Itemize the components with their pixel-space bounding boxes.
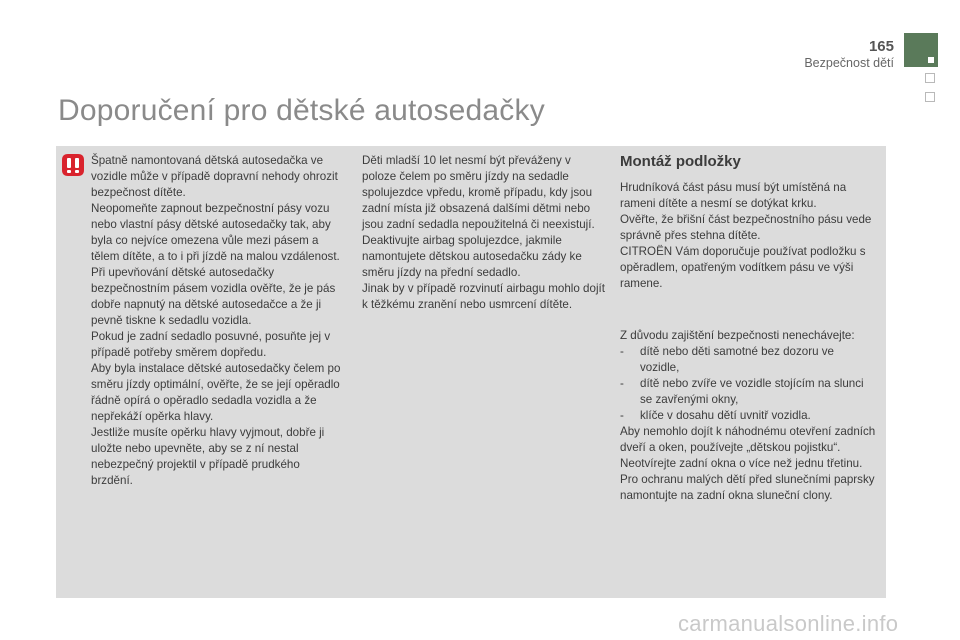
safety-list-item	[620, 344, 876, 376]
airbag-paragraph: Deaktivujte airbag spolujezdce, jakmile namontujete dětskou autosedačku zády ke směru jízdy na přední sedadlo.	[362, 234, 582, 279]
dash-bullet: -	[620, 345, 624, 358]
booster-paragraph: Aby nemohlo dojít k náhodnému otevření zadních dveří a oken, používejte „dětskou pojistku“.	[620, 425, 876, 454]
booster-paragraph: Pro ochranu malých dětí před slunečními paprsky namontujte na zadní okna sluneční clony.	[620, 473, 875, 502]
warning-paragraph: Pokud je zadní sedadlo posuvné, posuňte jej v případě potřeby směrem dopředu.	[91, 330, 331, 359]
warning-paragraph: Při upevňování dětské autosedačky bezpečnostním pásem vozidla ověřte, že je pás dobře napnutý na dětské autosedačce a že ji pevně tiskne k sedadlu vozidla.	[91, 266, 336, 327]
safety-intro: Z důvodu zajištění bezpečnosti nenechávejte:	[620, 329, 855, 342]
column-warning	[91, 153, 341, 489]
section-heading: Montáž podložky	[620, 153, 741, 170]
watermark: carmanualsonline.info	[678, 611, 899, 636]
airbag-paragraph: Děti mladší 10 let nesmí být převáženy v poloze čelem po směru jízdy na sedadle spolujezdce vpředu, kromě případu, kdy jsou zadní místa již obsazená dalšími dětmi nebo jsou zadní sedadla nepoužitelná či neexistují.	[362, 154, 595, 231]
page-number: 165	[868, 38, 894, 55]
tab-marker	[928, 57, 934, 63]
chapter-tab[interactable]	[904, 33, 938, 67]
dash-bullet: -	[620, 409, 624, 422]
dash-bullet: -	[620, 377, 624, 390]
section-name: Bezpečnost dětí	[804, 56, 894, 70]
safety-item-text: klíče v dosahu dětí uvnitř vozidla.	[640, 409, 811, 422]
chapter-tab-box-1[interactable]	[925, 73, 935, 83]
column-airbag	[362, 153, 608, 313]
page-title: Doporučení pro dětské autosedačky	[58, 94, 545, 127]
warning-paragraph: Jestliže musíte opěrku hlavy vyjmout, dobře ji uložte nebo upevněte, aby se z ní nestal nebezpečný projektil v případě prudkého brzdění.	[91, 426, 325, 487]
safety-list-item	[620, 376, 876, 408]
warning-icon	[62, 154, 84, 176]
safety-list-item	[620, 408, 876, 424]
spacer	[620, 292, 876, 328]
warning-paragraph: Neopomeňte zapnout bezpečnostní pásy vozu nebo vlastní pásy dětské autosedačky tak, aby byla co nejvíce omezena vůle mezi pásem a tělem dítěte, a to i při jízdě na malou vzdálenost.	[91, 202, 340, 263]
booster-paragraph: Ověřte, že břišní část bezpečnostního pásu vede správně přes stehna dítěte.	[620, 213, 872, 242]
chapter-tab-box-2[interactable]	[925, 92, 935, 102]
booster-paragraph: Hrudníková část pásu musí být umístěná na rameni dítěte a nesmí se dotýkat krku.	[620, 181, 847, 210]
warning-paragraph: Aby byla instalace dětské autosedačky čelem po směru jízdy optimální, ověřte, že se její opěradlo řádně opírá o opěradlo sedadla vozidla a že nepřekáží opěrka hlavy.	[91, 362, 341, 423]
safety-item-text: dítě nebo děti samotné bez dozoru ve vozidle,	[640, 345, 835, 374]
content-panel	[56, 146, 886, 598]
column-booster	[620, 153, 876, 504]
booster-paragraph: CITROËN Vám doporučuje používat podložku s opěradlem, opatřeným vodítkem pásu ve výši ramene.	[620, 245, 866, 290]
booster-paragraph: Neotvírejte zadní okna o více než jednu třetinu.	[620, 457, 863, 470]
airbag-paragraph: Jinak by v případě rozvinutí airbagu mohlo dojít k těžkému zranění nebo usmrcení dítěte.	[362, 282, 605, 311]
warning-paragraph: Špatně namontovaná dětská autosedačka ve vozidle může v případě dopravní nehody ohrozit bezpečnost dítěte.	[91, 154, 338, 199]
safety-item-text: dítě nebo zvíře ve vozidle stojícím na slunci se zavřenými okny,	[640, 377, 864, 406]
